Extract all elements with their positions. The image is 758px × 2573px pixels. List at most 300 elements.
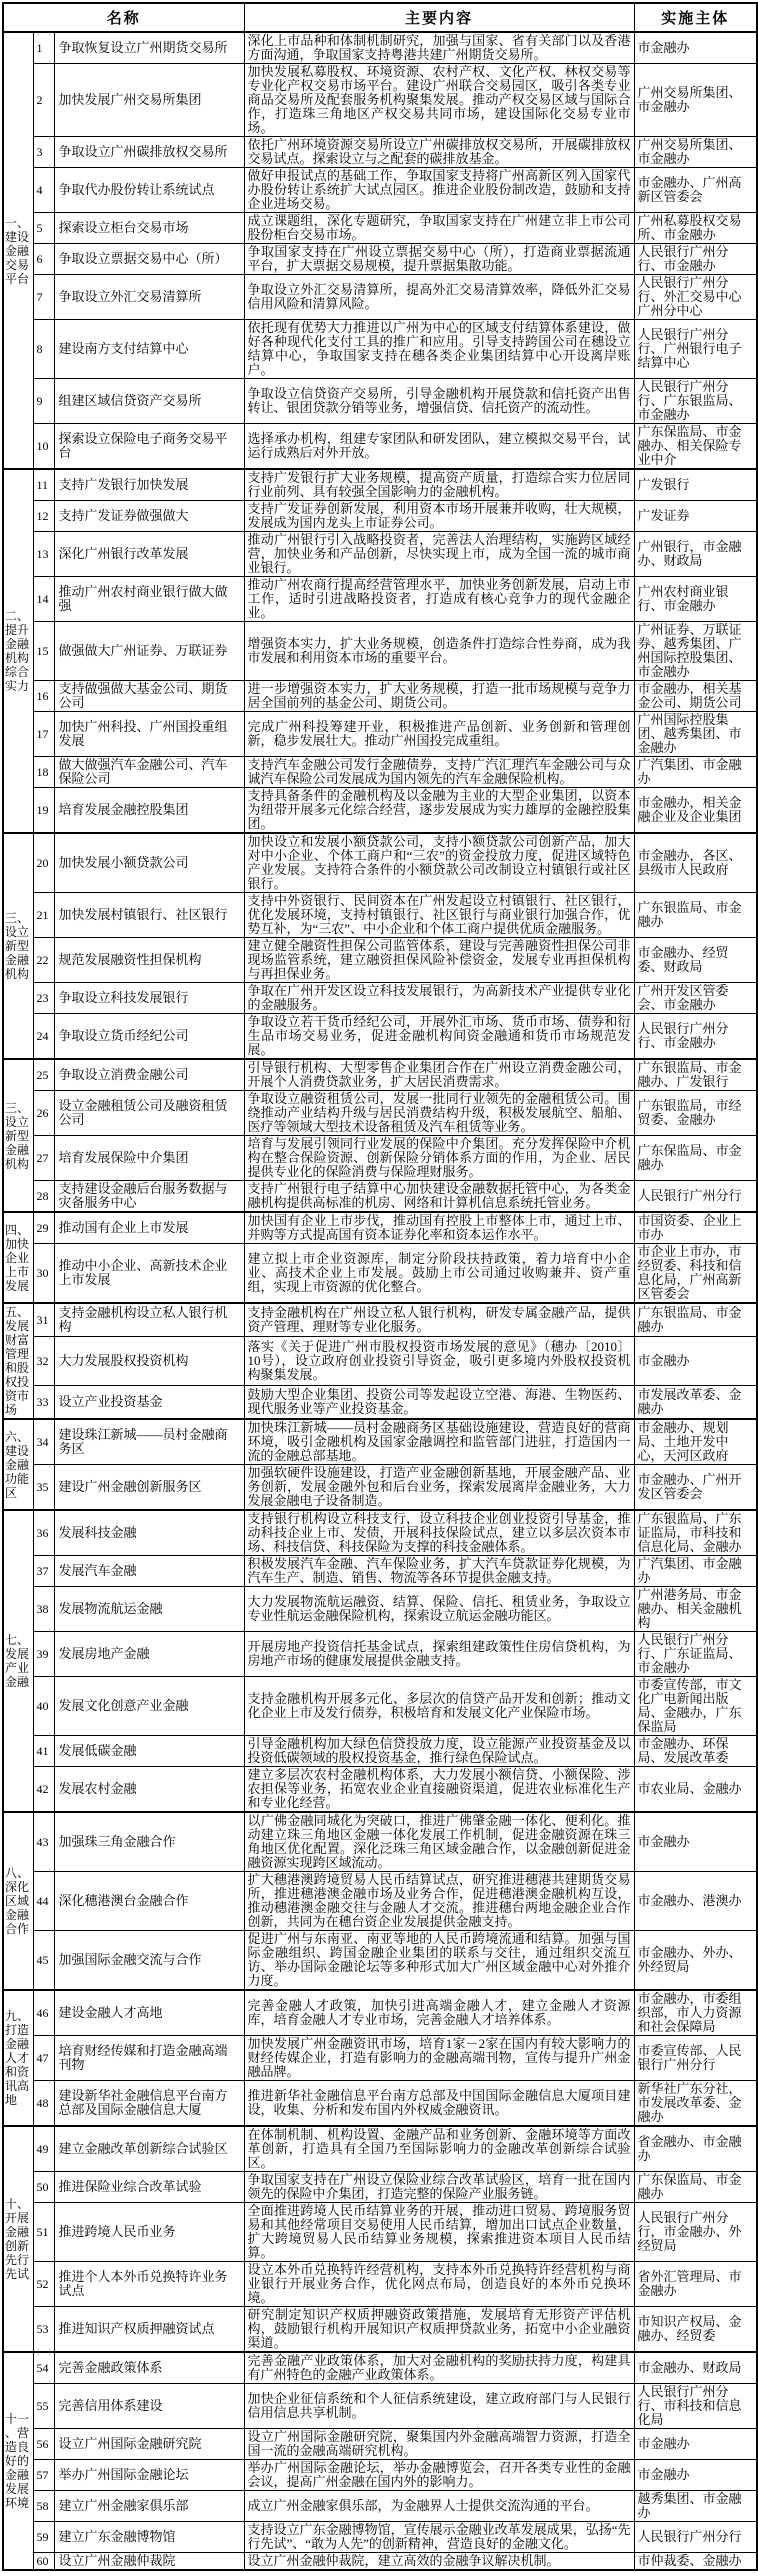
task-content: 完善金融人才政策，加快引进高端金融人才，建立金融人才资源库，培育金融人才专业市场，完善金融人才培养体系。	[244, 1990, 634, 2036]
table-row	[3, 681, 757, 712]
task-content: 开展房地产投资信托基金试点，探索组建政策性住房信贷机构，为房地产市场的健康发展提供金融支持。	[244, 1632, 634, 1677]
task-name: 加强国际金融交流与合作	[54, 1931, 244, 1991]
table-row	[3, 1337, 757, 1385]
implementing-body: 广州银行，市金融办、财政局	[634, 532, 757, 577]
row-number: 8	[33, 320, 54, 379]
task-content: 扩大穗港澳跨境贸易人民币结算试点，研究推进穗港共建期货交易所，推进穗港澳金融市场及业务合作，促进穗港澳金融机构互设，推动穗港澳金融交往与金融人才交流。推进穗台两地金融企业合作创新，共同为在穗台资企业发展提供金融支持。	[244, 1872, 634, 1931]
task-name: 探索设立柜台交易市场	[54, 213, 244, 244]
table-row	[3, 2307, 757, 2353]
row-number: 46	[33, 1990, 54, 2036]
row-number: 3	[33, 137, 54, 168]
task-content: 支持中外资银行、民间资本在广州发起设立村镇银行、社区银行，优化发展环境，支持村镇银行、社区银行与商业银行加强合作，优势互补，为“三农”、中小企业和个体工商户提供优质金融服务。	[244, 893, 634, 938]
row-number: 31	[33, 1303, 54, 1337]
implementing-body: 人民银行广州分行、广东银监局、市金融办	[634, 379, 757, 424]
task-content: 鼓励大型企业集团、投资公司等发起设立空港、海港、生物医药、现代服务业等产业投资基金。	[244, 1385, 634, 1419]
table-row	[3, 1990, 757, 2036]
task-content: 选择承办机构，组建专家团队和研发团队，建立模拟交易平台，试运行成熟后对外开放。	[244, 424, 634, 470]
row-number: 57	[33, 2460, 54, 2491]
implementing-body: 广州交易所集团、市金融办	[634, 137, 757, 168]
row-number: 5	[33, 213, 54, 244]
implementing-body: 广东银监局、市金融办	[634, 1303, 757, 1337]
row-number: 26	[33, 1091, 54, 1136]
group-label: 七、发展产业金融	[3, 1510, 33, 1812]
table-row	[3, 2126, 757, 2172]
task-content: 研究制定知识产权质押融资政策措施，发展培育无形资产评估机构，鼓励银行机构开展知识产权质押贷款业务，拓宽中小企业融资渠道。	[244, 2307, 634, 2353]
row-number: 4	[33, 168, 54, 213]
table-row	[3, 893, 757, 938]
row-number: 45	[33, 1931, 54, 1991]
implementing-body: 人民银行广州分行	[634, 2522, 757, 2553]
task-content: 加快发展广州金融资讯市场，培育1家－2家在国内有较大影响力的财经传媒企业，打造有影响力的金融高端刊物，宣传与提升广州金融品牌。	[244, 2036, 634, 2081]
task-content: 支持银行机构设立科技支行，设立科技企业创业投资引导基金，推动科技企业上市、发债，开展科技保险试点，建立以多层次资本市场、科技信贷、科技保险为支撑的科技金融体系。	[244, 1510, 634, 1556]
table-row	[3, 1736, 757, 1767]
task-name: 争取设立广州碳排放权交易所	[54, 137, 244, 168]
task-name: 培育发展保险中介集团	[54, 1136, 244, 1181]
row-number: 21	[33, 893, 54, 938]
row-number: 11	[33, 469, 54, 501]
row-number: 2	[33, 64, 54, 137]
table-row	[3, 983, 757, 1014]
row-number: 50	[33, 2172, 54, 2203]
task-name: 发展汽车金融	[54, 1556, 244, 1587]
implementing-body: 市金融办	[634, 1337, 757, 1385]
table-row	[3, 1587, 757, 1632]
task-content: 推进新华社金融信息平台南方总部及中国国际金融信息大厦项目建设，收集、分析和发布国内外权威金融资讯。	[244, 2081, 634, 2127]
task-name: 举办广州国际金融论坛	[54, 2460, 244, 2491]
table-row	[3, 833, 757, 893]
row-number: 10	[33, 424, 54, 470]
row-number: 20	[33, 833, 54, 893]
row-number: 55	[33, 2384, 54, 2429]
row-number: 19	[33, 788, 54, 834]
group-label: 六、建设金融功能区	[3, 1419, 33, 1510]
group-label: 十、开展金融创新先行先试	[3, 2126, 33, 2352]
table-row	[3, 32, 757, 64]
row-number: 22	[33, 938, 54, 983]
table-row	[3, 2203, 757, 2262]
row-number: 16	[33, 681, 54, 712]
task-content: 以广佛金融同城化为突破口，推进广佛肇金融一体化、便利化。推动建立珠三角地区金融一体化发展工作机制，促进金融资源在珠三角地区优化配置。深化泛珠三角区域金融合作，以金融创新促进金融资源实现跨区域流动。	[244, 1812, 634, 1872]
row-number: 41	[33, 1736, 54, 1767]
task-name: 建设南方支付结算中心	[54, 320, 244, 379]
task-name: 加快发展小额贷款公司	[54, 833, 244, 893]
task-content: 争取国家支持在广州设立票据交易中心（所），打造商业票据流通平台，扩大票据交易规模，提升票据集散功能。	[244, 244, 634, 275]
task-content: 引导金融机构加大绿色信贷投放力度，设立能源产业投资基金及以投资低碳领域的股权投资基金，推行绿色保险试点。	[244, 1736, 634, 1767]
group-label: 三、设立新型金融机构	[3, 833, 33, 1059]
table-row	[3, 379, 757, 424]
table-row	[3, 622, 757, 681]
table-row	[3, 757, 757, 788]
task-content: 积极发展汽车金融、汽车保险业务，扩大汽车贷款证券化规模，为汽车生产、制造、销售、物流等各环节提供金融支持。	[244, 1556, 634, 1587]
task-name: 支持做强做大基金公司、期货公司	[54, 681, 244, 712]
task-name: 加强珠三角金融合作	[54, 1812, 244, 1872]
task-name: 争取设立外汇交易清算所	[54, 275, 244, 320]
row-number: 1	[33, 32, 54, 64]
table-row	[3, 2262, 757, 2307]
table-row	[3, 2460, 757, 2491]
implementing-body: 广州交易所集团、市金融办	[634, 64, 757, 137]
row-number: 49	[33, 2126, 54, 2172]
task-content: 建立多层次农村金融机构体系，大力发展小额信贷、小额保险、涉农担保等业务，拓宽农业企业直接融资渠道，促进农业标准化生产和专业化经营。	[244, 1767, 634, 1813]
implementing-body: 广东银监局、市金融办	[634, 893, 757, 938]
table-row	[3, 1465, 757, 1511]
task-content: 增强资本实力，扩大业务规模，创造条件打造综合性券商，成为我市发展和利用资本市场的重要平台。	[244, 622, 634, 681]
header-content: 主要内容	[244, 3, 634, 32]
table-row	[3, 2172, 757, 2203]
task-name: 设立广州国际金融研究院	[54, 2429, 244, 2460]
task-name: 建设广州金融创新服务区	[54, 1465, 244, 1511]
task-content: 完成广州科投筹建开业，积极推进产品创新、业务创新和管理创新，稳步发展壮大。推动广州国投完成重组。	[244, 712, 634, 757]
task-content: 争取国家支持在广州设立保险业综合改革试验区，培育一批在国内领先的保险中介集团，打造完整的保险产业服务链。	[244, 2172, 634, 2203]
table-row	[3, 1181, 757, 1213]
row-number: 27	[33, 1136, 54, 1181]
task-name: 完善金融政策体系	[54, 2352, 244, 2384]
row-number: 24	[33, 1014, 54, 1060]
table-row	[3, 532, 757, 577]
task-name: 建立广州金融家俱乐部	[54, 2491, 244, 2522]
implementing-body: 广东银监局，市经贸委、金融办	[634, 1091, 757, 1136]
group-label: 二、提升金融机构综合实力	[3, 469, 33, 833]
table-row	[3, 244, 757, 275]
row-number: 42	[33, 1767, 54, 1813]
table-row	[3, 1767, 757, 1813]
task-content: 支持设立广东金融博物馆，宣传展示金融业改革发展成果，弘扬“先行先试”、“敢为人先”的创新精神，营造良好的金融文化。	[244, 2522, 634, 2553]
task-name: 深化广州银行改革发展	[54, 532, 244, 577]
table-row	[3, 1677, 757, 1736]
group-label: 五、发展财富管理和股权投资市场	[3, 1303, 33, 1419]
implementing-body: 人民银行广州分行、市科技和信息化局	[634, 2384, 757, 2429]
table-row	[3, 1244, 757, 1304]
task-content: 培育与发展引领同行业发展的保险中介集团。充分发挥保险中介机构在整合保险资源、创新保险分销体系方面的作用，为企业、居民提供专业化的保险消费与保险理财服务。	[244, 1136, 634, 1181]
task-content: 做好申报试点的基础工作，争取国家支持将广州高新区列入国家代办股份转让系统扩大试点园区。推进企业股份制改造，鼓励和支持企业进场交易。	[244, 168, 634, 213]
task-content: 支持广州银行电子结算中心加快建设金融数据托管中心，为各类金融机构提供高标准的机房、网络和计算机信息系统托管业务。	[244, 1181, 634, 1213]
task-content: 成立广州金融家俱乐部，为金融界人士提供交流沟通的平台。	[244, 2491, 634, 2522]
task-content: 支持金融机构开展多元化、多层次的信贷产品开发和创新；推动文化企业上市及发行债券，积极培育和发展文化产业保险市场。	[244, 1677, 634, 1736]
task-name: 发展低碳金融	[54, 1736, 244, 1767]
task-content: 引导银行机构、大型零售企业集团合作在广州设立消费金融公司，开展个人消费贷款业务，扩大居民消费需求。	[244, 1059, 634, 1091]
implementing-body: 广发银行	[634, 469, 757, 501]
implementing-body: 市委宣传部，市文化广电新闻出版局、金融办，广东保监局	[634, 1677, 757, 1736]
task-content: 争取设立信贷资产交易所，引导金融机构开展贷款和信托资产出售转让、银团贷款分销等业务，增强信贷、信托资产的流动性。	[244, 379, 634, 424]
table-row	[3, 320, 757, 379]
implementing-body: 市知识产权局、金融办、经贸委	[634, 2307, 757, 2353]
implementing-body: 广东保监局、市金融办	[634, 2172, 757, 2203]
task-content: 完善金融产业政策体系，加大对金融机构的奖励扶持力度，构建具有广州特色的金融产业政策体系。	[244, 2352, 634, 2384]
task-name: 做大做强汽车金融公司、汽车保险公司	[54, 757, 244, 788]
table-row	[3, 2036, 757, 2081]
action-plan-table	[2, 2, 758, 2571]
row-number: 39	[33, 1632, 54, 1677]
task-name: 争取设立消费金融公司	[54, 1059, 244, 1091]
task-content: 支持广发证券创新发展，利用资本市场开展兼并收购，壮大规模，发展成为国内龙头上市证券公司。	[244, 501, 634, 532]
row-number: 37	[33, 1556, 54, 1587]
implementing-body: 广汽集团、市金融办	[634, 757, 757, 788]
task-name: 推进保险业综合改革试验	[54, 2172, 244, 2203]
task-content: 加快发展私募股权、环境资源、农村产权、文化产权、林权交易等专业化产权交易市场平台。建设广州联合交易园区，吸引各类专业商品交易所及配套服务机构聚集发展。推动产权交易区域与国际合作，打造珠三角地区产权交易共同市场，建设国际化交易专业市场。	[244, 64, 634, 137]
task-name: 争取设立货币经纪公司	[54, 1014, 244, 1060]
task-content: 支持具备条件的金融机构及以金融为主业的大型企业集团，以资本为纽带开展多元化综合经营，逐步发展成为实力雄厚的金融控股集团。	[244, 788, 634, 834]
task-content: 推动广州农商行提高经营管理水平，加快业务创新发展，启动上市工作，适时引进战略投资者，打造成有核心竞争力的现代金融企业。	[244, 577, 634, 622]
table-row	[3, 501, 757, 532]
row-number: 40	[33, 1677, 54, 1736]
group-label: 八、深化区域金融合作	[3, 1812, 33, 1990]
task-name: 推动中小企业、高新技术企业上市发展	[54, 1244, 244, 1304]
task-name: 大力发展股权投资机构	[54, 1337, 244, 1385]
implementing-body: 省外汇管理局、市金融办	[634, 2262, 757, 2307]
table-row	[3, 1303, 757, 1337]
task-name: 争取设立科技发展银行	[54, 983, 244, 1014]
implementing-body: 市金融办、环保局、发展改革委	[634, 1736, 757, 1767]
table-row	[3, 424, 757, 470]
table-header	[3, 3, 757, 32]
implementing-body: 市金融办、规划局、土地开发中心，天河区政府	[634, 1419, 757, 1465]
table-row	[3, 137, 757, 168]
implementing-body: 市金融办	[634, 2429, 757, 2460]
table-row	[3, 2081, 757, 2127]
task-name: 规范发展融资性担保机构	[54, 938, 244, 983]
task-content: 争取设立若干货币经纪公司，开展外汇市场、货币市场、债券和衍生品市场交易业务，促进金融机构间资金融通和货币市场规范发展。	[244, 1014, 634, 1060]
table-row	[3, 577, 757, 622]
task-name: 支持建设金融后台服务数据与灾备服务中心	[54, 1181, 244, 1213]
implementing-body: 省金融办、市金融办	[634, 2126, 757, 2172]
task-content: 支持汽车金融公司发行金融债券，支持广汽汇理汽车金融公司与众诚汽车保险公司发展成为国内领先的汽车金融保险机构。	[244, 757, 634, 788]
task-name: 推进跨境人民币业务	[54, 2203, 244, 2262]
task-content: 推动广州银行引入战略投资者，完善法人治理结构，实施跨区域经营，加快业务和产品创新，尽快实现上市，成为全国一流的城市商业银行。	[244, 532, 634, 577]
implementing-body: 市金融办、港澳办	[634, 1872, 757, 1931]
implementing-body: 市金融办、财政局	[634, 2352, 757, 2384]
implementing-body: 人民银行广州分行、外汇交易中心广州分中心	[634, 275, 757, 320]
table-row	[3, 1510, 757, 1556]
task-content: 建立健全融资性担保公司监管体系，建设与完善融资性担保公司非现场监管系统，建立融资担保风险补偿资金，发展专业再担保机构与再担保业务。	[244, 938, 634, 983]
table-body	[3, 32, 757, 2570]
task-content: 加快设立和发展小额贷款公司，支持小额贷款公司创新产品，加大对中小企业、个体工商户和“三农”的资金投放力度，促进区域特色产业发展。支持符合条件的小额贷款公司改制设立村镇银行或社区银行。	[244, 833, 634, 893]
implementing-body: 广发证券	[634, 501, 757, 532]
task-name: 组建区域信贷资产交易所	[54, 379, 244, 424]
implementing-body: 市金融办、外办、外经贸局	[634, 1931, 757, 1991]
group-label: 九、打造金融人才和资讯高地	[3, 1990, 33, 2126]
implementing-body: 广汽集团、市金融办	[634, 1556, 757, 1587]
task-name: 建立金融改革创新综合试验区	[54, 2126, 244, 2172]
task-content: 设立广州国际金融研究院，聚集国内外金融高端智力资源，打造全国一流的金融高端研究机构。	[244, 2429, 634, 2460]
task-content: 争取在广州开发区设立科技发展银行，为高新技术产业提供专业化的金融服务。	[244, 983, 634, 1014]
row-number: 36	[33, 1510, 54, 1556]
table-row	[3, 275, 757, 320]
table-row	[3, 1014, 757, 1060]
task-name: 发展农村金融	[54, 1767, 244, 1813]
task-name: 建立广东金融博物馆	[54, 2522, 244, 2553]
task-name: 发展科技金融	[54, 1510, 244, 1556]
table-row	[3, 2491, 757, 2522]
task-content: 争取设立融资租赁公司，发展一批同行业领先的金融租赁公司。围绕推动产业结构升级与居民消费结构升级，积极发展航空、船舶、医疗等领域大型技术设备租赁及汽车租赁等业务。	[244, 1091, 634, 1136]
table-row	[3, 1632, 757, 1677]
group-label: 十一、营造良好的金融发展环境	[3, 2352, 33, 2570]
table-row	[3, 168, 757, 213]
implementing-body: 市金融办、广州高新区管委会	[634, 168, 757, 213]
row-number: 56	[33, 2429, 54, 2460]
row-number: 25	[33, 1059, 54, 1091]
row-number: 47	[33, 2036, 54, 2081]
row-number: 13	[33, 532, 54, 577]
implementing-body: 市仲裁委、金融办	[634, 2553, 757, 2571]
table-row	[3, 2352, 757, 2384]
implementing-body: 广东保监局、市金融办、相关保险专业中介	[634, 424, 757, 470]
task-content: 深化上市品种和体制机制研究，加强与国家、省有关部门以及香港方面沟通，争取国家支持粤港共建广州期货交易所。	[244, 32, 634, 64]
implementing-body: 广州证券、万联证券、越秀集团、广州国际控股集团、市金融办	[634, 622, 757, 681]
table-row	[3, 2553, 757, 2571]
task-name: 建设金融人才高地	[54, 1990, 244, 2036]
table-row	[3, 2522, 757, 2553]
task-name: 加快广州科投、广州国投重组发展	[54, 712, 244, 757]
task-content: 落实《关于促进广州市股权投资市场发展的意见》（穗办〔2010〕10号），设立政府创业投资引导资金，吸引更多境内外股权投资机构聚集发展。	[244, 1337, 634, 1385]
row-number: 32	[33, 1337, 54, 1385]
implementing-body: 广州私募股权交易所、市金融办	[634, 213, 757, 244]
implementing-body: 市金融办、广州开发区管委会	[634, 1465, 757, 1511]
row-number: 23	[33, 983, 54, 1014]
implementing-body: 市农业局、金融办	[634, 1767, 757, 1813]
task-name: 推动国有企业上市发展	[54, 1212, 244, 1244]
task-content: 设立本外币兑换特许经营机构，支持本外币兑换特许经营机构与商业银行开展业务合作，优化网点布局，创造良好的本外币兑换环境。	[244, 2262, 634, 2307]
row-number: 52	[33, 2262, 54, 2307]
task-content: 全面推进跨境人民币结算业务的开展，推动进口贸易、跨境服务贸易和其他经常项目交易使用人民币结算，增加出口试点企业数量，扩大跨境贸易人民币结算业务规模，探索推进资本项目人民币结算。	[244, 2203, 634, 2262]
group-label: 四、加快企业上市发展	[3, 1212, 33, 1303]
task-name: 支持广发证券做强做大	[54, 501, 244, 532]
task-name: 建设珠江新城——员村金融商务区	[54, 1419, 244, 1465]
implementing-body: 人民银行广州分行，市金融办、外经贸局	[634, 2203, 757, 2262]
task-content: 成立课题组，深化专题研究，争取国家支持在广州建立非上市公司股份柜台交易市场。	[244, 213, 634, 244]
row-number: 38	[33, 1587, 54, 1632]
table-row	[3, 2429, 757, 2460]
implementing-body: 市委宣传部、人民银行广州分行	[634, 2036, 757, 2081]
table-row	[3, 469, 757, 501]
task-name: 发展房地产金融	[54, 1632, 244, 1677]
row-number: 54	[33, 2352, 54, 2384]
task-content: 在体制机制、机构设置、金融产品和业务创新、金融环境等方面改革创新，打造具有全国乃至国际影响力的金融改革创新综合试验区。	[244, 2126, 634, 2172]
row-number: 60	[33, 2553, 54, 2571]
table-row	[3, 64, 757, 137]
group-label: 一、建设金融交易平台	[3, 32, 33, 469]
row-number: 59	[33, 2522, 54, 2553]
row-number: 58	[33, 2491, 54, 2522]
row-number: 12	[33, 501, 54, 532]
task-content: 支持金融机构在广州设立私人银行机构，研发专属金融产品，提供资产管理、理财等专业化服务。	[244, 1303, 634, 1337]
task-content: 建立拟上市企业资源库，制定分阶段扶持政策，着力培育中小企业、高技术企业上市发展。鼓励上市公司通过收购兼并、资产重组，实现上市资源的优化整合。	[244, 1244, 634, 1304]
implementing-body: 人民银行广州分行、市金融办	[634, 1014, 757, 1060]
header-name: 名称	[3, 3, 244, 32]
implementing-body: 人民银行广州分行	[634, 1181, 757, 1213]
group-label: 三、设立新型金融机构	[3, 1059, 33, 1212]
implementing-body: 市金融办，市委组织部，市人力资源和社会保障局	[634, 1990, 757, 2036]
task-name: 争取代办股份转让系统试点	[54, 168, 244, 213]
table-row	[3, 1212, 757, 1244]
table-row	[3, 712, 757, 757]
row-number: 15	[33, 622, 54, 681]
task-content: 支持广发银行扩大业务规模，提高资产质量，打造综合实力位居同行业前列、具有较强全国影响力的金融机构。	[244, 469, 634, 501]
table-row	[3, 213, 757, 244]
header-row	[3, 3, 757, 32]
row-number: 18	[33, 757, 54, 788]
task-content: 依托广州环境资源交易所设立广州碳排放权交易所，开展碳排放权交易试点。探索设立与之配套的碳排放基金。	[244, 137, 634, 168]
row-number: 28	[33, 1181, 54, 1213]
row-number: 29	[33, 1212, 54, 1244]
header-subject: 实施主体	[634, 3, 757, 32]
implementing-body: 市国资委、企业上市办	[634, 1212, 757, 1244]
task-name: 推动广州农村商业银行做大做强	[54, 577, 244, 622]
task-name: 设立广州金融仲裁院	[54, 2553, 244, 2571]
table-row	[3, 788, 757, 834]
implementing-body: 市金融办	[634, 2460, 757, 2491]
task-content: 争取设立外汇交易清算所，提高外汇交易清算效率，降低外汇交易信用风险和清算风险。	[244, 275, 634, 320]
table-row	[3, 1812, 757, 1872]
row-number: 51	[33, 2203, 54, 2262]
task-name: 培育财经传媒和打造金融高端刊物	[54, 2036, 244, 2081]
implementing-body: 越秀集团、市金融办	[634, 2491, 757, 2522]
task-content: 举办广州国际金融论坛，举办金融博览会，召开各类专业性的金融会议，提高广州金融在国内外的影响力。	[244, 2460, 634, 2491]
table-row	[3, 938, 757, 983]
implementing-body: 市金融办，相关金融企业及企业集团	[634, 788, 757, 834]
implementing-body: 市企业上市办，市经贸委、科技和信息化局，广州高新区管委会	[634, 1244, 757, 1304]
task-content: 加强软硬件设施建设，打造产业金融创新基地，开展金融产品、业务创新，发展金融外包和后台业务，探索发展离岸金融业务，大力发展金融电子设备制造。	[244, 1465, 634, 1511]
implementing-body: 广州港务局、市金融办、相关金融机构	[634, 1587, 757, 1632]
row-number: 44	[33, 1872, 54, 1931]
implementing-body: 广州农村商业银行、市金融办	[634, 577, 757, 622]
table-row	[3, 1385, 757, 1419]
implementing-body: 市金融办、经贸委、财政局	[634, 938, 757, 983]
task-name: 发展物流航运金融	[54, 1587, 244, 1632]
implementing-body: 人民银行广州分行、市金融办	[634, 244, 757, 275]
implementing-body: 市发展改革委、金融办	[634, 1385, 757, 1419]
implementing-body: 广东银监局、市金融办、广发银行	[634, 1059, 757, 1091]
task-name: 加快发展村镇银行、社区银行	[54, 893, 244, 938]
row-number: 43	[33, 1812, 54, 1872]
task-name: 做强做大广州证券、万联证券	[54, 622, 244, 681]
row-number: 17	[33, 712, 54, 757]
task-name: 完善信用体系建设	[54, 2384, 244, 2429]
task-content: 加快国有企业上市步伐，推动国有控股上市整体上市，通过上市、并购等方式提高国有资本证券化率和资本运作水平。	[244, 1212, 634, 1244]
task-name: 支持金融机构设立私人银行机构	[54, 1303, 244, 1337]
table-row	[3, 1556, 757, 1587]
implementing-body: 广东银监局、广东证监局，市科技和信息化局、金融办	[634, 1510, 757, 1556]
task-name: 推进个人本外币兑换特许业务试点	[54, 2262, 244, 2307]
task-name: 支持广发银行加快发展	[54, 469, 244, 501]
table-row	[3, 1872, 757, 1931]
task-content: 加快企业征信系统和个人征信系统建设，建立政府部门与人民银行信用信息共享机制。	[244, 2384, 634, 2429]
implementing-body: 广州国际控股集团、越秀集团、市金融办	[634, 712, 757, 757]
task-content: 促进广州与东南亚、南亚等地的人民币跨境流通和结算。加强与国际金融组织、跨国金融企业集团的联系与交往，通过组织交流互访、举办国际金融论坛等多种形式加大广州区域金融中心对外推介力度。	[244, 1931, 634, 1991]
task-content: 加快珠江新城——员村金融商务区基础设施建设，营造良好的营商环境，吸引金融机构及国家金融调控和监管部门进驻，打造国内一流的金融总部基地。	[244, 1419, 634, 1465]
row-number: 14	[33, 577, 54, 622]
row-number: 33	[33, 1385, 54, 1419]
table-row	[3, 1931, 757, 1991]
task-content: 设立广州金融仲裁院，建立高效的金融争议解决机制。	[244, 2553, 634, 2571]
row-number: 34	[33, 1419, 54, 1465]
row-number: 6	[33, 244, 54, 275]
row-number: 35	[33, 1465, 54, 1511]
row-number: 48	[33, 2081, 54, 2127]
implementing-body: 市金融办	[634, 32, 757, 64]
row-number: 53	[33, 2307, 54, 2353]
task-name: 发展文化创意产业金融	[54, 1677, 244, 1736]
task-name: 设立金融租赁公司及融资租赁公司	[54, 1091, 244, 1136]
task-content: 大力发展物流航运融资、结算、保险、信托、租赁业务，争取设立专业性航运金融保险机构，探索设立航运金融功能区。	[244, 1587, 634, 1632]
implementing-body: 人民银行广州分行、广州银行电子结算中心	[634, 320, 757, 379]
task-name: 探索设立保险电子商务交易平台	[54, 424, 244, 470]
implementing-body: 市金融办，各区、县级市人民政府	[634, 833, 757, 893]
task-name: 设立产业投资基金	[54, 1385, 244, 1419]
task-name: 深化穗港澳台金融合作	[54, 1872, 244, 1931]
row-number: 7	[33, 275, 54, 320]
implementing-body: 新华社广东分社，市发展改革委、金融办	[634, 2081, 757, 2127]
implementing-body: 人民银行广州分行、广东证监局、市金融办	[634, 1632, 757, 1677]
